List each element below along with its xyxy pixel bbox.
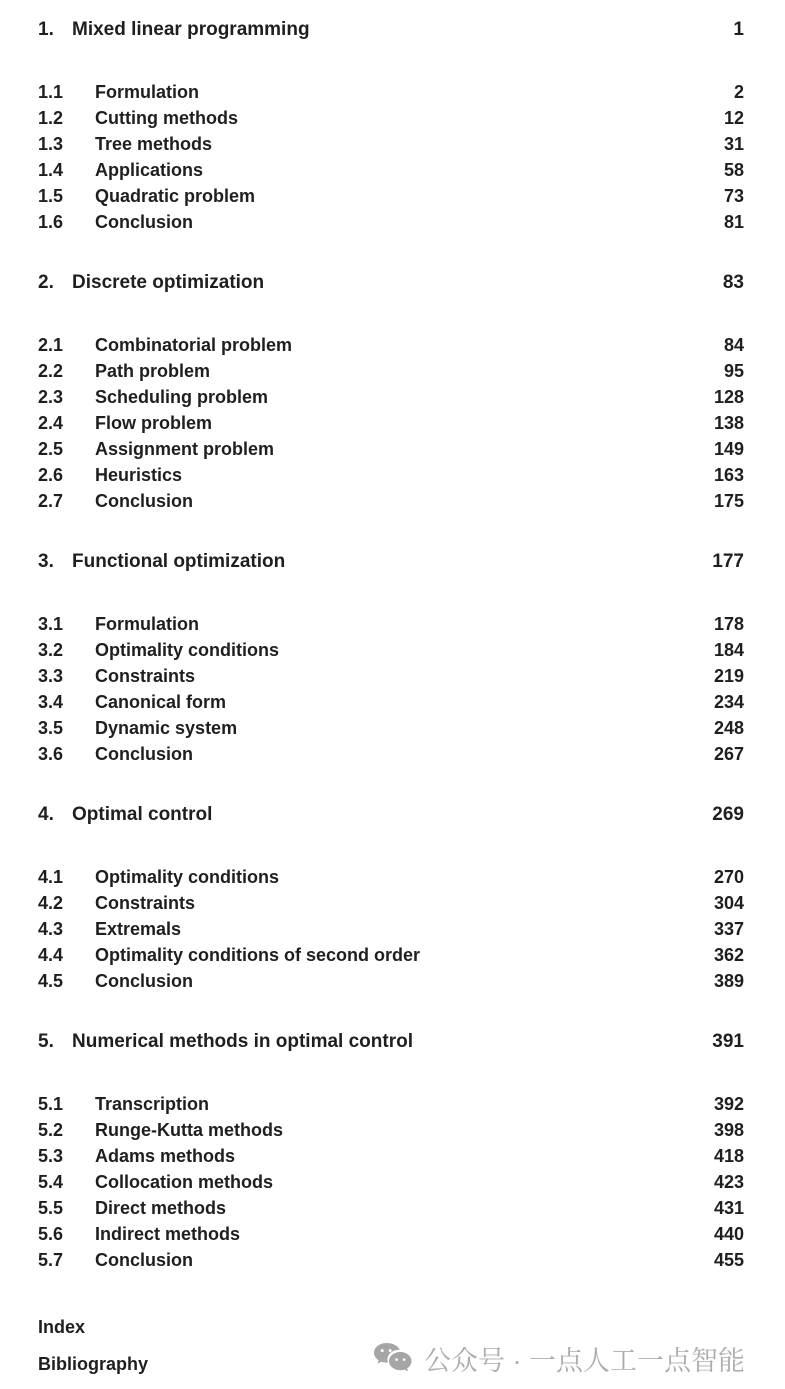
section-row [38, 131, 744, 157]
chapter-block [38, 1029, 744, 1273]
section-page-number: 2 [733, 82, 744, 102]
section-row [38, 332, 744, 358]
section-row [38, 79, 744, 105]
section-list [38, 864, 744, 994]
section-number: 3.5 [38, 718, 64, 738]
section-title: Conclusion [95, 744, 193, 764]
section-page-number: 81 [723, 212, 744, 232]
section-page-number: 392 [713, 1094, 744, 1114]
section-title: Flow problem [95, 413, 212, 433]
section-title: Path problem [95, 361, 211, 381]
section-number: 1.6 [38, 212, 64, 232]
chapter-title: Functional optimization [72, 551, 286, 572]
section-row [38, 105, 744, 131]
section-page-number: 163 [713, 465, 744, 485]
section-page-number: 138 [713, 413, 744, 433]
section-number: 3.2 [38, 640, 64, 660]
section-title: Heuristics [95, 465, 183, 485]
chapter-block [38, 549, 744, 767]
section-number: 1.5 [38, 186, 64, 206]
section-list [38, 1091, 744, 1273]
chapter-block [38, 802, 744, 994]
section-row [38, 890, 744, 916]
section-page-number: 267 [713, 744, 744, 764]
chapter-page-number: 391 [712, 1031, 744, 1052]
section-number: 2.7 [38, 491, 64, 511]
section-list [38, 79, 744, 235]
back-matter-label: Bibliography [38, 1354, 149, 1374]
chapter-page-number: 177 [712, 551, 744, 572]
section-row [38, 183, 744, 209]
section-list [38, 611, 744, 767]
chapter-page-number: 1 [733, 19, 744, 40]
section-row [38, 1143, 744, 1169]
section-page-number: 455 [713, 1250, 744, 1270]
section-page-number: 304 [713, 893, 744, 913]
section-title: Dynamic system [95, 718, 238, 738]
section-title: Assignment problem [95, 439, 275, 459]
section-row [38, 689, 744, 715]
section-page-number: 337 [713, 919, 744, 939]
section-title: Extremals [95, 919, 182, 939]
section-number: 5.2 [38, 1120, 64, 1140]
chapter-heading-row [38, 17, 744, 43]
back-matter-item-index [38, 1314, 744, 1340]
section-title: Optimality conditions [95, 867, 280, 887]
section-page-number: 362 [713, 945, 744, 965]
section-page-number: 128 [713, 387, 744, 407]
chapter-block [38, 17, 744, 235]
section-title: Quadratic problem [95, 186, 256, 206]
section-row [38, 384, 744, 410]
section-title: Conclusion [95, 491, 193, 511]
section-number: 2.2 [38, 361, 64, 381]
section-title: Formulation [95, 614, 199, 634]
section-number: 5.6 [38, 1224, 64, 1244]
chapter-page-number: 83 [722, 272, 744, 293]
section-title: Constraints [95, 666, 196, 686]
section-title: Conclusion [95, 1250, 193, 1270]
section-number: 1.1 [38, 82, 64, 102]
section-title: Optimality conditions [95, 640, 280, 660]
section-page-number: 389 [713, 971, 744, 991]
section-row [38, 436, 744, 462]
wechat-icon [372, 1341, 414, 1377]
section-page-number: 31 [723, 134, 744, 154]
section-number: 1.4 [38, 160, 64, 180]
watermark-text: 公众号 · 一点人工一点智能 [424, 1346, 745, 1376]
section-number: 2.4 [38, 413, 64, 433]
chapter-title: Optimal control [72, 804, 213, 825]
section-title: Formulation [95, 82, 199, 102]
chapter-heading-row [38, 1029, 744, 1055]
section-number: 5.1 [38, 1094, 64, 1114]
section-page-number: 149 [713, 439, 744, 459]
chapter-number: 1. [38, 19, 54, 40]
section-row [38, 462, 744, 488]
section-page-number: 95 [723, 361, 744, 381]
section-title: Canonical form [95, 692, 227, 712]
section-number: 4.1 [38, 867, 64, 887]
section-row [38, 358, 744, 384]
section-row [38, 209, 744, 235]
section-number: 3.1 [38, 614, 64, 634]
section-row [38, 1247, 744, 1273]
section-page-number: 178 [713, 614, 744, 634]
section-title: Indirect methods [95, 1224, 241, 1244]
section-page-number: 423 [713, 1172, 744, 1192]
section-number: 2.6 [38, 465, 64, 485]
section-page-number: 12 [723, 108, 744, 128]
section-row [38, 968, 744, 994]
section-number: 2.1 [38, 335, 64, 355]
chapter-page-number: 269 [712, 804, 744, 825]
chapter-heading-row [38, 549, 744, 575]
section-title: Applications [95, 160, 204, 180]
section-page-number: 270 [713, 867, 744, 887]
chapter-number: 2. [38, 272, 54, 293]
section-title: Adams methods [95, 1146, 236, 1166]
section-number: 1.2 [38, 108, 64, 128]
section-row [38, 157, 744, 183]
section-page-number: 398 [713, 1120, 744, 1140]
section-page-number: 418 [713, 1146, 744, 1166]
section-row [38, 942, 744, 968]
section-number: 3.3 [38, 666, 64, 686]
chapter-title: Numerical methods in optimal control [72, 1031, 413, 1052]
section-title: Scheduling problem [95, 387, 269, 407]
chapter-block [38, 270, 744, 514]
chapter-number: 5. [38, 1031, 54, 1052]
section-row [38, 715, 744, 741]
section-title: Collocation methods [95, 1172, 274, 1192]
section-page-number: 184 [713, 640, 744, 660]
section-page-number: 58 [723, 160, 744, 180]
section-number: 5.4 [38, 1172, 64, 1192]
section-title: Optimality conditions of second order [95, 945, 421, 965]
section-row [38, 1117, 744, 1143]
chapter-number: 4. [38, 804, 54, 825]
section-number: 4.3 [38, 919, 64, 939]
toc-list [38, 17, 744, 1273]
section-title: Conclusion [95, 212, 193, 232]
section-page-number: 234 [713, 692, 744, 712]
section-number: 3.6 [38, 744, 64, 764]
section-page-number: 175 [713, 491, 744, 511]
section-row [38, 864, 744, 890]
section-row [38, 410, 744, 436]
section-list [38, 332, 744, 514]
section-number: 2.5 [38, 439, 64, 459]
section-row [38, 611, 744, 637]
section-title: Tree methods [95, 134, 213, 154]
section-number: 2.3 [38, 387, 64, 407]
section-row [38, 741, 744, 767]
section-number: 5.7 [38, 1250, 64, 1270]
section-page-number: 440 [713, 1224, 744, 1244]
section-title: Cutting methods [95, 108, 238, 128]
chapter-heading-row [38, 270, 744, 296]
section-row [38, 663, 744, 689]
section-title: Direct methods [95, 1198, 227, 1218]
section-title: Constraints [95, 893, 196, 913]
section-number: 3.4 [38, 692, 64, 712]
section-page-number: 219 [713, 666, 744, 686]
section-page-number: 431 [713, 1198, 744, 1218]
section-number: 1.3 [38, 134, 64, 154]
chapter-title: Discrete optimization [72, 272, 265, 293]
section-row [38, 637, 744, 663]
section-page-number: 248 [713, 718, 744, 738]
chapter-title: Mixed linear programming [72, 19, 310, 40]
back-matter-label: Index [38, 1317, 86, 1337]
section-title: Combinatorial problem [95, 335, 293, 355]
section-row [38, 916, 744, 942]
section-page-number: 73 [723, 186, 744, 206]
section-title: Conclusion [95, 971, 193, 991]
section-number: 5.3 [38, 1146, 64, 1166]
section-row [38, 488, 744, 514]
section-row [38, 1091, 744, 1117]
section-number: 4.4 [38, 945, 64, 965]
section-row [38, 1169, 744, 1195]
chapter-heading-row [38, 802, 744, 828]
chapter-number: 3. [38, 551, 54, 572]
section-row [38, 1221, 744, 1247]
section-title: Transcription [95, 1094, 210, 1114]
section-number: 4.2 [38, 893, 64, 913]
section-number: 5.5 [38, 1198, 64, 1218]
section-title: Runge-Kutta methods [95, 1120, 283, 1140]
section-number: 4.5 [38, 971, 64, 991]
section-row [38, 1195, 744, 1221]
section-page-number: 84 [723, 335, 744, 355]
watermark [372, 1339, 745, 1378]
